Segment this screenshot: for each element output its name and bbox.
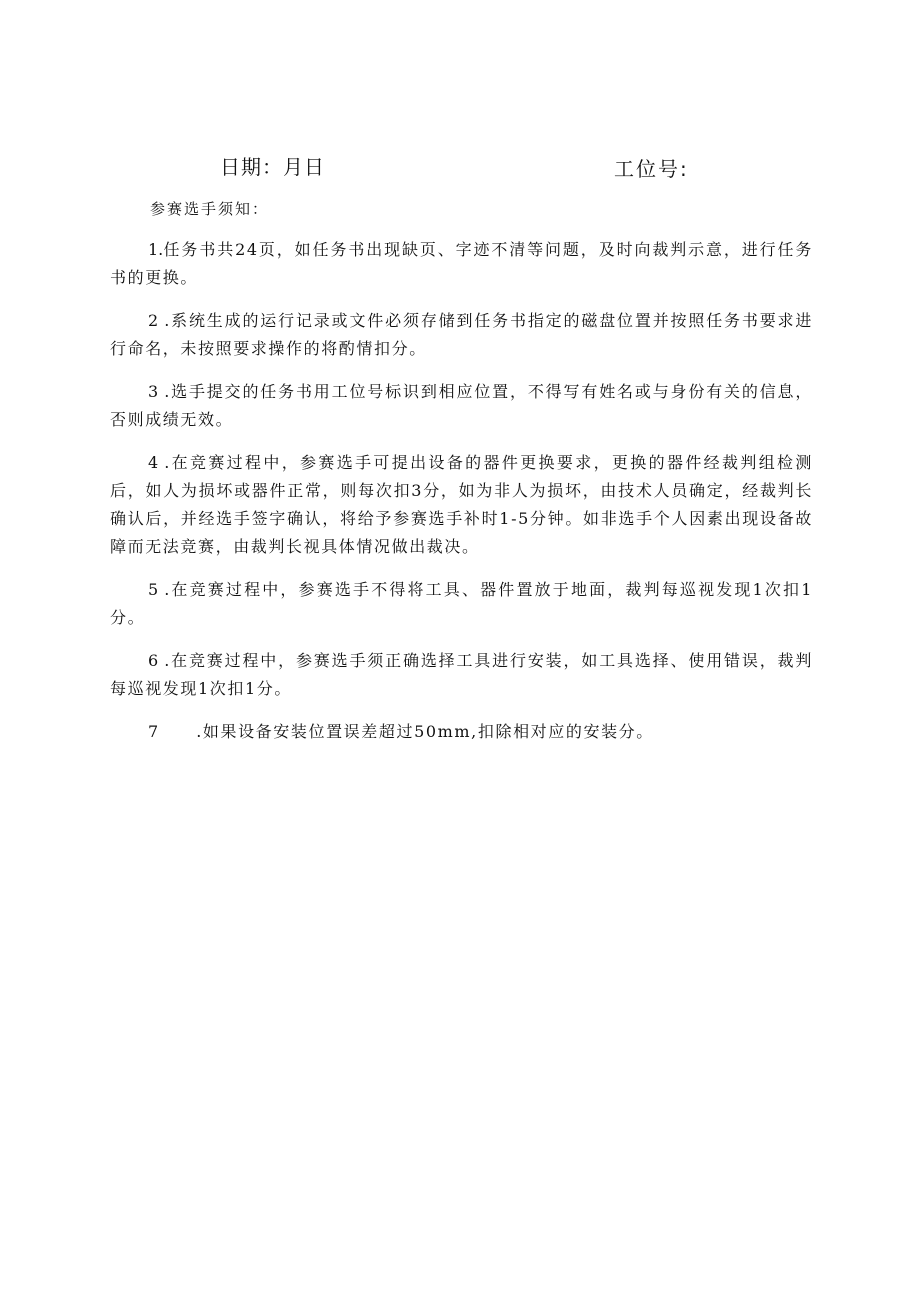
rule-item	[110, 236, 813, 292]
rule-text: 任务书共24页，如任务书出现缺页、字迹不清等问题，及时向裁判示意，进行任务书的更换。	[110, 240, 813, 287]
rule-item	[110, 647, 813, 703]
rule-text: .选手提交的任务书用工位号标识到相应位置，不得写有姓名或与身份有关的信息，否则成绩无效。	[110, 382, 813, 429]
rule-item	[110, 378, 813, 434]
date-label: 日期：月日	[220, 155, 325, 179]
station-number-label: 工位号:	[614, 157, 689, 181]
rule-text: .在竞赛过程中，参赛选手可提出设备的器件更换要求，更换的器件经裁判组检测后，如人为损坏或器件正常，则每次扣3分，如为非人为损坏，由技术人员确定，经裁判长确认后，并经选手签字确认，将给予参赛选手补时1-5分钟。如非选手个人因素出现设备故障而无法竞赛，由裁判长视具体情况做出裁决。	[110, 453, 813, 556]
rule-text: .如果设备安装位置误差超过50mm,扣除相对应的安装分。	[196, 722, 654, 741]
notice-title: 参赛选手须知：	[150, 200, 270, 218]
rule-item	[110, 576, 813, 632]
rule-number: 2	[148, 311, 159, 330]
rule-number: 7	[148, 722, 159, 741]
rule-number: 6	[148, 651, 159, 670]
rule-number: 5	[148, 580, 159, 599]
rule-item	[110, 449, 813, 561]
rule-item	[110, 307, 813, 363]
header-row	[0, 151, 920, 185]
rules-list	[110, 236, 813, 761]
rule-number: 3	[148, 382, 159, 401]
rule-text: .在竞赛过程中，参赛选手不得将工具、器件置放于地面，裁判每巡视发现1次扣1分。	[110, 580, 813, 627]
rule-number: 4	[148, 453, 159, 472]
rule-number: 1.	[148, 240, 164, 259]
rule-text: .在竞赛过程中，参赛选手须正确选择工具进行安装，如工具选择、使用错误，裁判每巡视发现1次扣1分。	[110, 651, 813, 698]
rule-item	[110, 718, 813, 746]
rule-text: .系统生成的运行记录或文件必须存储到任务书指定的磁盘位置并按照任务书要求进行命名，未按照要求操作的将酌情扣分。	[110, 311, 813, 358]
